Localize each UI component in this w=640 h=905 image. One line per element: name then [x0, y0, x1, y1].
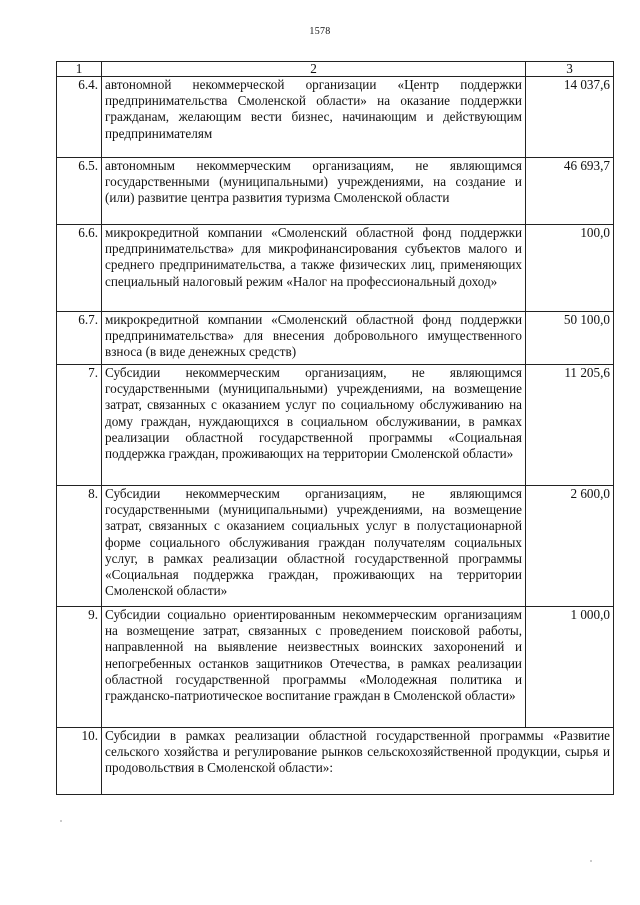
- row-amount: 2 600,0: [526, 486, 614, 607]
- table-row: [57, 225, 614, 312]
- row-amount: 1 000,0: [526, 607, 614, 728]
- column-header-2: 2: [102, 62, 526, 77]
- row-number: 9.: [57, 607, 102, 728]
- table-row: [57, 607, 614, 728]
- table-row: [57, 365, 614, 486]
- row-description: микрокредитной компании «Смоленский областной фонд поддержки предпринимательства» для микрофинансирования субъектов малого и среднего предпринимательства, а также физических лиц, применяющих специальный налоговый режим «Налог на профессиональный доход»: [102, 225, 526, 312]
- row-number: 6.5.: [57, 158, 102, 225]
- page-number: 1578: [309, 26, 331, 37]
- row-amount: 46 693,7: [526, 158, 614, 225]
- table-row: [57, 77, 614, 158]
- row-number: 6.7.: [57, 312, 102, 365]
- row-amount: 11 205,6: [526, 365, 614, 486]
- row-description: автономным некоммерческим организациям, не являющимся государственными (муниципальными) учреждениями, на создание и (или) развитие центра развития туризма Смоленской области: [102, 158, 526, 225]
- table-row: [57, 728, 614, 795]
- scan-speck: [60, 820, 62, 822]
- row-amount: 50 100,0: [526, 312, 614, 365]
- row-description: Субсидии некоммерческим организациям, не являющимся государственными (муниципальными) учреждениями, на возмещение затрат, связанных с оказанием услуг по социальному обслуживанию на дому граждан, нуждающихся в социальном обслуживании, в рамках реализации областной государственной программы «Социальная поддержка граждан, проживающих на территории Смоленской области»: [102, 365, 526, 486]
- row-description: микрокредитной компании «Смоленский областной фонд поддержки предпринимательства» для внесения добровольного имущественного взноса (в виде денежных средств): [102, 312, 526, 365]
- column-header-1: 1: [57, 62, 102, 77]
- row-description: Субсидии социально ориентированным некоммерческим организациям на возмещение затрат, связанных с проведением поисковой работы, направленной на выявление неизвестных воинских захоронений и непогребенных останков защитников Отечества, в рамках реализации областной государственной программы «Молодежная политика и гражданско-патриотическое воспитание граждан в Смоленской области»: [102, 607, 526, 728]
- row-number: 6.4.: [57, 77, 102, 158]
- row-amount: 14 037,6: [526, 77, 614, 158]
- scan-speck: [590, 860, 592, 862]
- row-number: 10.: [57, 728, 102, 795]
- row-description: Субсидии в рамках реализации областной государственной программы «Развитие сельского хозяйства и регулирование рынков сельскохозяйственной продукции, сырья и продовольствия в Смоленской области»:: [102, 728, 614, 795]
- row-description: автономной некоммерческой организации «Центр поддержки предпринимательства Смоленской области» на оказание поддержки гражданам, желающим вести бизнес, начинающим и действующим предпринимателям: [102, 77, 526, 158]
- row-amount: 100,0: [526, 225, 614, 312]
- table-row: [57, 486, 614, 607]
- budget-table: [56, 61, 614, 795]
- row-number: 7.: [57, 365, 102, 486]
- table-row: [57, 312, 614, 365]
- table-header-row: [57, 62, 614, 77]
- row-number: 6.6.: [57, 225, 102, 312]
- column-header-3: 3: [526, 62, 614, 77]
- row-number: 8.: [57, 486, 102, 607]
- table-row: [57, 158, 614, 225]
- row-description: Субсидии некоммерческим организациям, не являющимся государственными (муниципальными) учреждениями, на возмещение затрат, связанных с оказанием социальных услуг в полустационарной форме социального обслуживания граждан получателям социальных услуг, в рамках реализации областной государственной программы «Социальная поддержка граждан, проживающих на территории Смоленской области»: [102, 486, 526, 607]
